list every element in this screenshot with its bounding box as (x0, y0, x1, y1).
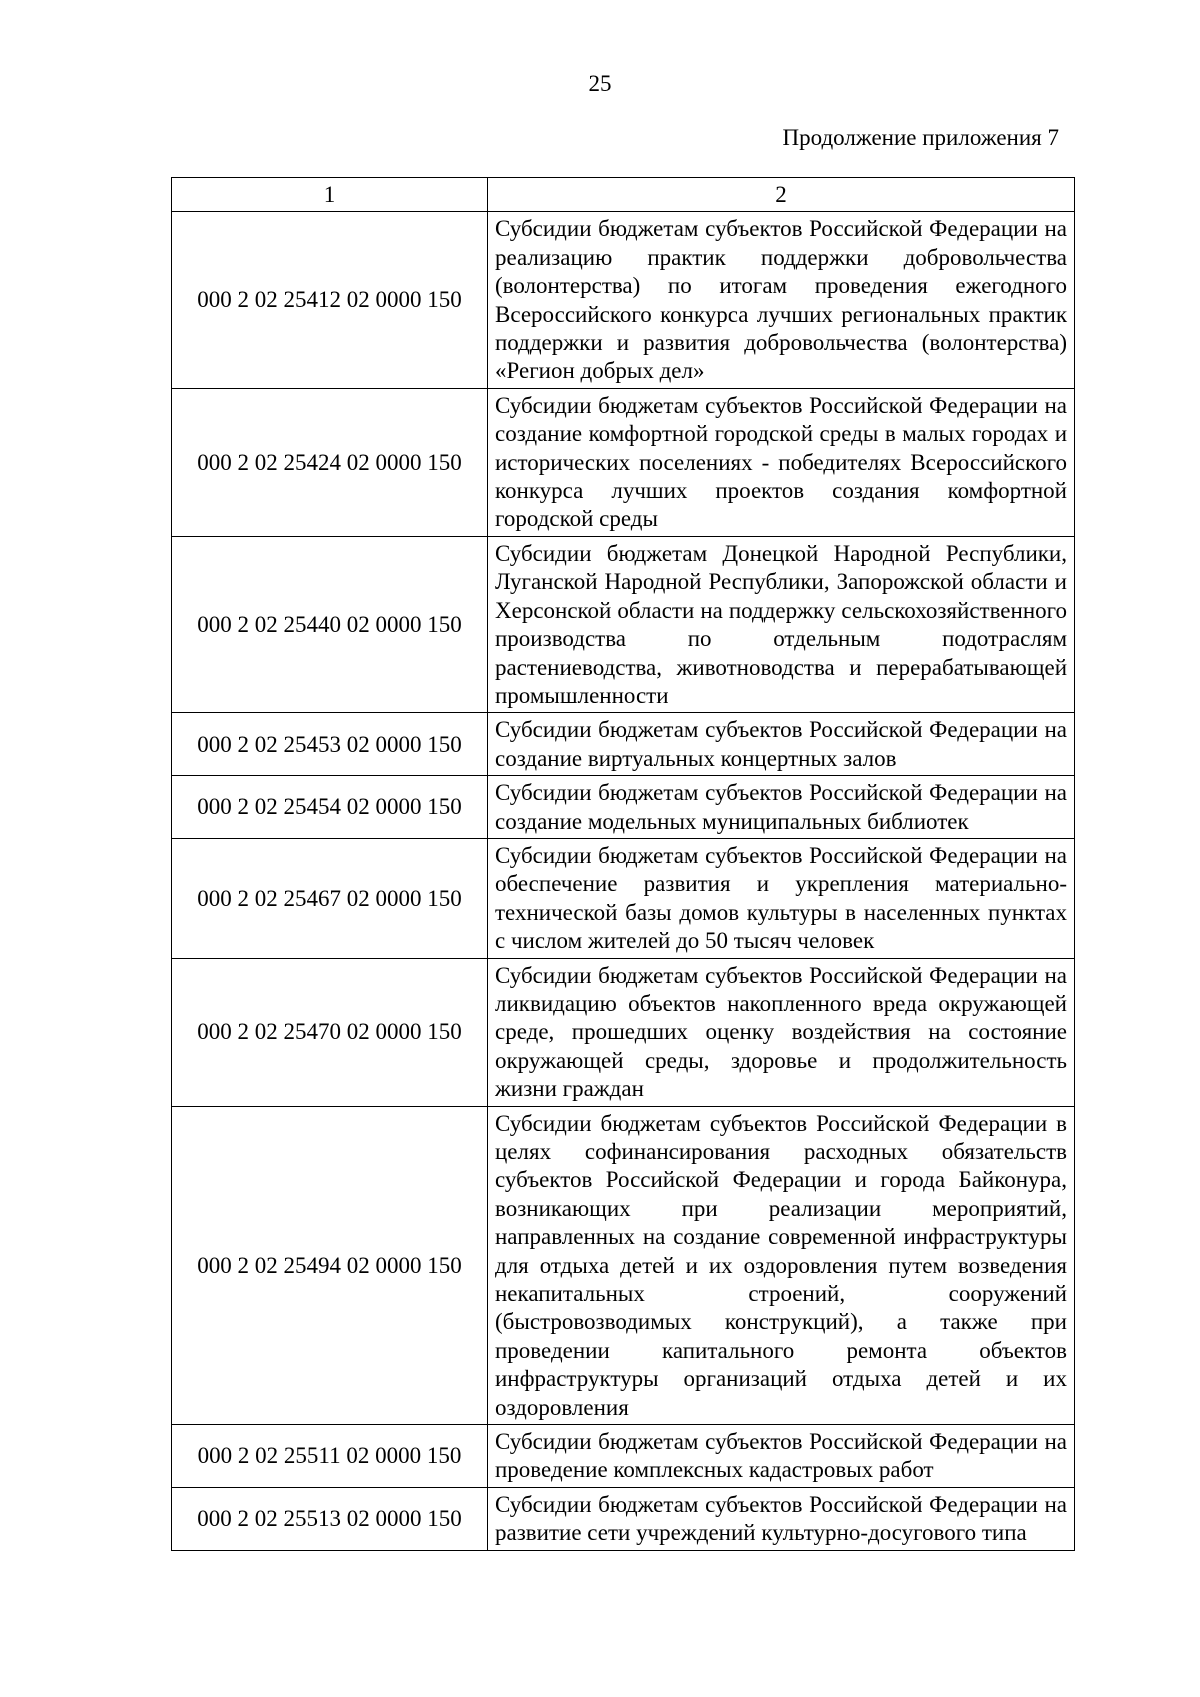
table-row (172, 388, 1075, 536)
budget-code-cell: 000 2 02 25467 02 0000 150 (172, 838, 488, 958)
budget-code-cell: 000 2 02 25494 02 0000 150 (172, 1106, 488, 1424)
table-row (172, 536, 1075, 712)
budget-code-cell: 000 2 02 25412 02 0000 150 (172, 212, 488, 388)
budget-code-cell: 000 2 02 25454 02 0000 150 (172, 776, 488, 839)
table-row (172, 838, 1075, 958)
table-row (172, 1487, 1075, 1550)
table-row (172, 212, 1075, 388)
budget-code-cell: 000 2 02 25440 02 0000 150 (172, 536, 488, 712)
description-cell: Субсидии бюджетам субъектов Российской Федерации на развитие сети учреждений культурно-досугового типа (488, 1487, 1075, 1550)
description-cell: Субсидии бюджетам субъектов Российской Федерации на проведение комплексных кадастровых работ (488, 1425, 1075, 1488)
table-row (172, 776, 1075, 839)
description-cell: Субсидии бюджетам субъектов Российской Федерации на создание комфортной городской среды в малых городах и исторических поселениях - победителях Всероссийского конкурса лучших проектов создания комфортной городской среды (488, 388, 1075, 536)
page-number: 25 (588, 71, 612, 96)
budget-codes-table (171, 177, 1075, 1551)
column-header-code: 1 (172, 178, 488, 212)
table-row (172, 958, 1075, 1106)
budget-code-cell: 000 2 02 25424 02 0000 150 (172, 388, 488, 536)
description-cell: Субсидии бюджетам субъектов Российской Федерации на реализацию практик поддержки добровольчества (волонтерства) по итогам проведения ежегодного Всероссийского конкурса лучших региональных практик поддержки и развития добровольчества (волонтерства) «Регион добрых дел» (488, 212, 1075, 388)
table-header-row (172, 178, 1075, 212)
description-cell: Субсидии бюджетам Донецкой Народной Республики, Луганской Народной Республики, Запорожской области и Херсонской области на поддержку сельскохозяйственного производства по отдельным подотраслям растениеводства, животноводства и перерабатывающей промышленности (488, 536, 1075, 712)
description-cell: Субсидии бюджетам субъектов Российской Федерации на создание виртуальных концертных залов (488, 713, 1075, 776)
table-row (172, 713, 1075, 776)
description-cell: Субсидии бюджетам субъектов Российской Федерации на ликвидацию объектов накопленного вреда окружающей среде, прошедших оценку воздействия на состояние окружающей среды, здоровье и продолжительность жизни граждан (488, 958, 1075, 1106)
description-cell: Субсидии бюджетам субъектов Российской Федерации на создание модельных муниципальных библиотек (488, 776, 1075, 839)
description-cell: Субсидии бюджетам субъектов Российской Федерации на обеспечение развития и укрепления материально-технической базы домов культуры в населенных пунктах с числом жителей до 50 тысяч человек (488, 838, 1075, 958)
budget-code-cell: 000 2 02 25513 02 0000 150 (172, 1487, 488, 1550)
appendix-continuation-note: Продолжение приложения 7 (782, 125, 1059, 150)
column-header-description: 2 (488, 178, 1075, 212)
budget-code-cell: 000 2 02 25453 02 0000 150 (172, 713, 488, 776)
budget-code-cell: 000 2 02 25470 02 0000 150 (172, 958, 488, 1106)
table-row (172, 1106, 1075, 1424)
budget-code-cell: 000 2 02 25511 02 0000 150 (172, 1425, 488, 1488)
table-row (172, 1425, 1075, 1488)
description-cell: Субсидии бюджетам субъектов Российской Федерации в целях софинансирования расходных обязательств субъектов Российской Федерации и города Байконура, возникающих при реализации мероприятий, направленных на создание современной инфраструктуры для отдыха детей и их оздоровления путем возведения некапитальных строений, сооружений (быстровозводимых конструкций), а также при проведении капитального ремонта объектов инфраструктуры организаций отдыха детей и их оздоровления (488, 1106, 1075, 1424)
